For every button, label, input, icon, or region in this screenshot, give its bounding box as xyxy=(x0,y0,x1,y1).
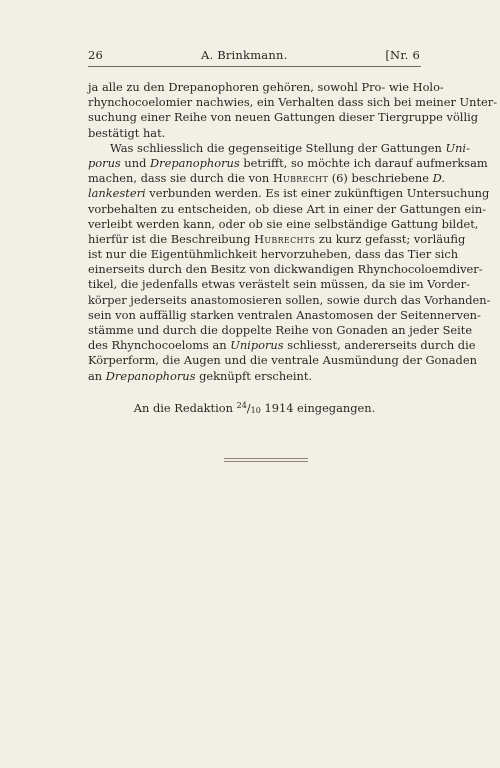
text-line-content: ist nur die Eigentühmlichkeit hervorzuheben, dass das Tier sich xyxy=(88,247,459,262)
author-citation: Hubrechts xyxy=(254,231,316,246)
end-rule-lower xyxy=(224,461,308,462)
end-rule xyxy=(224,458,308,459)
date-separator: / xyxy=(246,401,251,415)
text-line xyxy=(88,140,470,156)
text-run: geknüpft erscheint. xyxy=(195,368,313,383)
text-line xyxy=(88,247,459,262)
text-line-content xyxy=(110,140,470,156)
text-line-content xyxy=(88,186,490,201)
text-line xyxy=(88,292,491,308)
genus-name: Uni- xyxy=(445,140,470,155)
text-line-content xyxy=(88,338,476,353)
text-line-content: ja alle zu den Drepanophoren gehören, sowohl Pro- wie Holo- xyxy=(88,80,444,94)
text-line-content: Körperform, die Augen und die ventrale Ausmündung der Gonaden xyxy=(88,353,477,368)
genus-name: Drepanophorus xyxy=(105,368,196,383)
text-run: zu kurz gefasst; vorläufig xyxy=(315,231,466,246)
text-line-content xyxy=(88,369,312,384)
text-line xyxy=(88,277,470,292)
text-line xyxy=(88,155,488,171)
received-prefix: An die Redaktion xyxy=(133,401,237,415)
text-line-content: vorbehalten zu entscheiden, ob diese Art in einer der Gattungen ein- xyxy=(88,201,487,216)
received-suffix: 1914 eingegangen. xyxy=(260,401,376,415)
text-line xyxy=(88,95,498,110)
text-line-content: suchung einer Reihe von neuen Gattungen dieser Tiergruppe völlig xyxy=(88,110,479,125)
received-day: 24 xyxy=(236,401,247,410)
text-line-content xyxy=(88,155,488,171)
text-line xyxy=(88,80,444,95)
text-line xyxy=(88,201,487,217)
text-line-content: rhynchocoelomier nachwies, ein Verhalten dass sich bei meiner Unter- xyxy=(88,95,498,110)
text-run: an xyxy=(88,368,106,383)
text-line-content: tikel, die jedenfalls etwas verästelt sein müssen, da sie im Vorder- xyxy=(88,277,470,292)
text-line xyxy=(88,126,421,141)
text-run: hierfür ist die Beschreibung xyxy=(88,231,255,246)
text-line-content: bestätigt hat. xyxy=(88,125,166,140)
author-citation: Hubrecht xyxy=(272,171,329,186)
text-run: und xyxy=(120,155,150,170)
text-run: (6) beschriebene xyxy=(328,171,433,186)
text-line-content: körper jederseits anastomosieren sollen, sowie durch das Vorhanden- xyxy=(88,292,491,307)
text-run: machen, dass sie durch die von xyxy=(88,171,273,186)
series-number: [Nr. 6 xyxy=(385,48,420,62)
genus-name: Drepanophorus xyxy=(150,155,240,170)
text-line xyxy=(88,323,473,338)
text-line-content: verleibt werden kann, oder ob sie eine selbständige Gattung bildet, xyxy=(88,216,479,231)
text-line xyxy=(88,231,466,247)
genus-abbreviation: D. xyxy=(432,171,445,186)
text-run: Was schliesslich die gegenseitige Stellung der Gattungen xyxy=(110,140,446,155)
text-line xyxy=(88,369,421,384)
text-line xyxy=(88,338,476,353)
running-header xyxy=(88,48,420,62)
text-line xyxy=(88,262,483,277)
text-run: des Rhynchocoeloms an xyxy=(88,338,231,353)
text-line-content xyxy=(88,231,466,247)
genus-name: Uniporus xyxy=(230,338,284,353)
text-line xyxy=(88,186,490,201)
text-run: verbunden werden. Es ist einer zukünftigen Untersuchung xyxy=(145,186,490,201)
received-month: 10 xyxy=(250,406,261,415)
text-run: schliesst, andererseits durch die xyxy=(283,338,476,353)
text-line xyxy=(88,171,445,186)
text-line-content: einerseits durch den Besitz von dickwandigen Rhynchocoloemdiver- xyxy=(88,262,483,277)
header-rule xyxy=(88,66,421,67)
text-line xyxy=(88,216,479,232)
text-line xyxy=(88,353,477,368)
text-run: betrifft, so möchte ich darauf aufmerksam xyxy=(239,155,488,170)
text-line xyxy=(88,307,481,323)
body-text xyxy=(88,80,498,415)
text-line-content: sein von auffällig starken ventralen Anastomosen der Seitennerven- xyxy=(88,307,481,322)
text-line-content xyxy=(88,171,445,186)
page-number: 26 xyxy=(88,48,104,62)
species-name: lankesteri xyxy=(88,186,146,201)
genus-name: porus xyxy=(88,155,121,170)
author-name: A. Brinkmann. xyxy=(200,48,288,62)
text-line-content: stämme und durch die doppelte Reihe von Gonaden an jeder Seite xyxy=(88,323,473,337)
received-date-line xyxy=(88,398,421,418)
text-line xyxy=(88,110,479,125)
